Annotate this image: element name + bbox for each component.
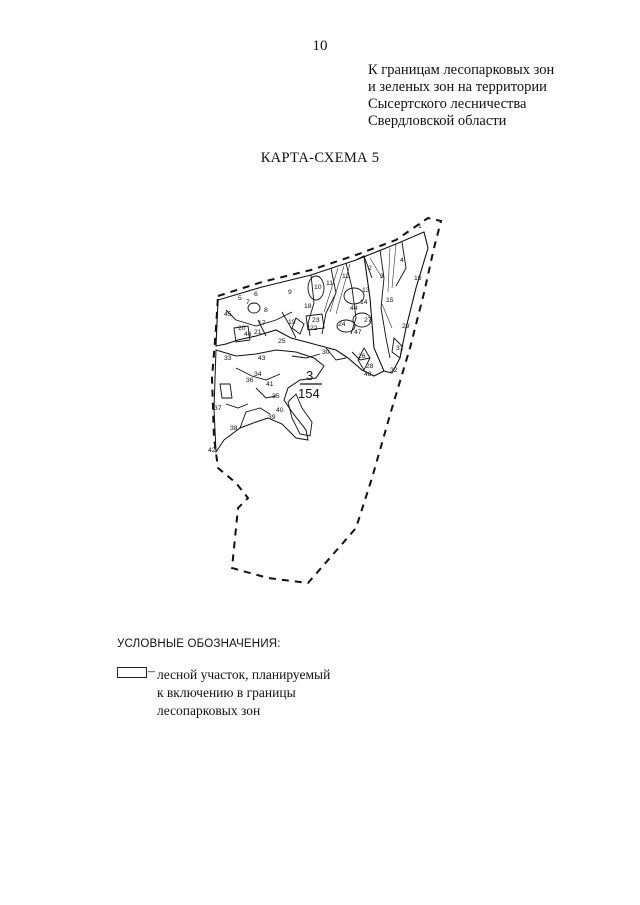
legend-description-line-1: лесной участок, планируемый bbox=[157, 667, 331, 682]
parcel-label-14: 14 bbox=[360, 299, 368, 306]
parcel-label-48: 48 bbox=[364, 371, 372, 378]
parcel-label-16: 16 bbox=[414, 275, 422, 282]
legend-swatch-icon bbox=[117, 667, 147, 678]
parcel-label-37: 37 bbox=[214, 405, 222, 412]
parcel-label-31: 31 bbox=[396, 345, 404, 352]
header-line-3: Сысертского лесничества bbox=[368, 96, 527, 112]
parcel-label-34: 34 bbox=[254, 371, 262, 378]
parcel-label-38: 38 bbox=[230, 425, 238, 432]
parcel-label-6: 6 bbox=[254, 291, 258, 298]
outer-boundary bbox=[212, 218, 441, 583]
parcel-label-3: 3 bbox=[380, 273, 384, 280]
legend-description-line-2: к включению в границы bbox=[157, 685, 296, 700]
parcel-label-21: 21 bbox=[254, 329, 262, 336]
parcel-label-36: 36 bbox=[246, 377, 254, 384]
parcel-label-5: 5 bbox=[238, 295, 242, 302]
parcel-label-22: 22 bbox=[310, 325, 318, 332]
parcel-label-19: 19 bbox=[288, 319, 296, 326]
parcel-label-9: 9 bbox=[288, 289, 292, 296]
document-header bbox=[368, 62, 554, 130]
parcel-label-26: 26 bbox=[358, 353, 366, 360]
header-line-4: Свердловской области bbox=[368, 113, 507, 129]
parcel-label-46: 46 bbox=[244, 331, 252, 338]
legend-title: УСЛОВНЫЕ ОБОЗНАЧЕНИЯ: bbox=[117, 638, 281, 650]
parcel-label-44: 44 bbox=[350, 305, 358, 312]
header-line-1: К границам лесопарковых зон bbox=[368, 62, 555, 78]
parcel-label-40: 40 bbox=[276, 407, 284, 414]
parcel-label-15: 15 bbox=[386, 297, 394, 304]
map-title: КАРТА-СХЕМА 5 bbox=[260, 150, 380, 166]
parcel-label-12: 12 bbox=[342, 273, 350, 280]
legend-description bbox=[157, 666, 397, 720]
parcel-label-43: 43 bbox=[258, 355, 266, 362]
page-number: 10 bbox=[312, 38, 328, 54]
parcel-label-41: 41 bbox=[266, 381, 274, 388]
parcel-label-42: 42 bbox=[208, 447, 216, 454]
parcel-label-10: 10 bbox=[314, 284, 322, 291]
parcel-label-11: 11 bbox=[326, 280, 334, 287]
parcel-label-27: 27 bbox=[364, 317, 372, 324]
parcel-label-1: 1 bbox=[418, 223, 422, 230]
parcel-label-25: 25 bbox=[278, 338, 286, 345]
block-number: 3 bbox=[306, 368, 314, 383]
legend-description-line-3: лесопарковых зон bbox=[157, 703, 261, 718]
parcel-label-8: 8 bbox=[264, 307, 268, 314]
parcel-label-47: 47 bbox=[354, 329, 362, 336]
parcel-label-30: 30 bbox=[322, 349, 330, 356]
forest-map bbox=[196, 208, 456, 598]
header-line-2: и зеленых зон на территории bbox=[368, 79, 547, 95]
parcel-label-29: 29 bbox=[402, 323, 410, 330]
parcel-label-13: 13 bbox=[362, 287, 370, 294]
parcel-label-45: 45 bbox=[224, 311, 232, 318]
parcel-label-2: 2 bbox=[368, 265, 372, 272]
legend-dash: – bbox=[148, 664, 155, 679]
forest-block-south-outline bbox=[214, 350, 324, 452]
parcel-label-18: 18 bbox=[304, 303, 312, 310]
parcel-label-39: 39 bbox=[268, 414, 276, 421]
parcel-label-7: 7 bbox=[246, 299, 250, 306]
parcel-label-17: 17 bbox=[258, 320, 266, 327]
parcel-label-20: 20 bbox=[238, 325, 246, 332]
parcel-label-32: 32 bbox=[390, 367, 398, 374]
parcel-label-4: 4 bbox=[400, 257, 404, 264]
parcel-label-33: 33 bbox=[224, 355, 232, 362]
parcel-label-35: 35 bbox=[272, 393, 280, 400]
block-area: 154 bbox=[298, 386, 320, 401]
parcel-label-24: 24 bbox=[338, 321, 346, 328]
parcel-label-28: 28 bbox=[366, 363, 374, 370]
parcel-label-23: 23 bbox=[312, 317, 320, 324]
block-fraction bbox=[298, 368, 322, 401]
